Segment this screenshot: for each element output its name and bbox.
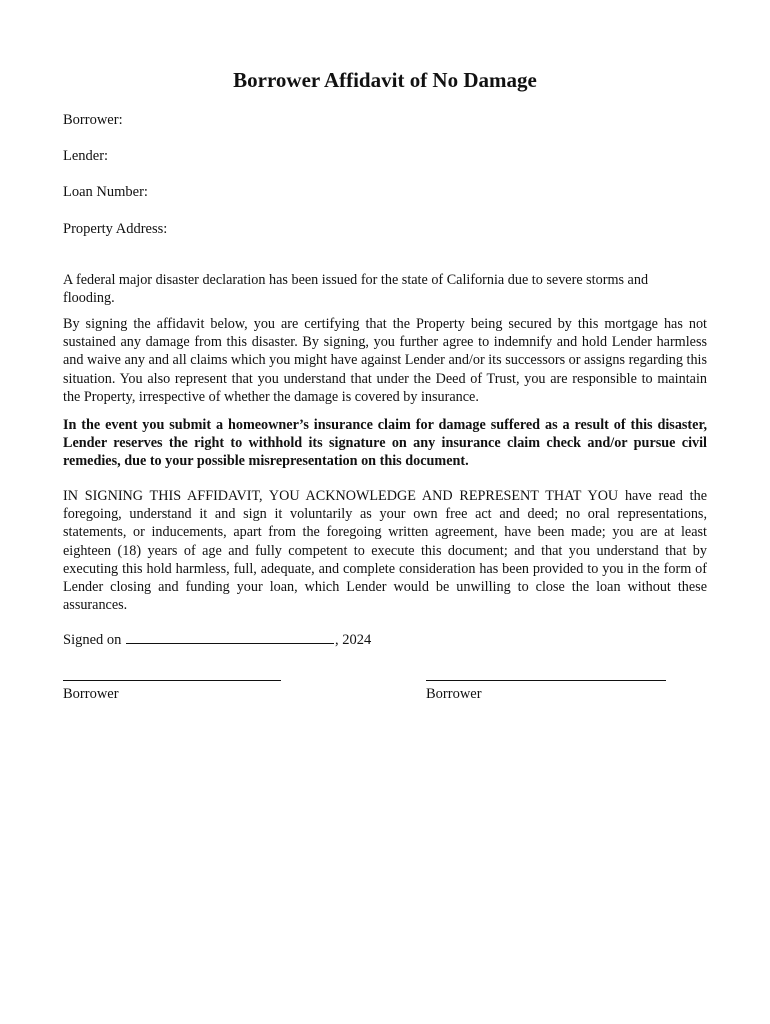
borrower-signature-line-1[interactable] [63, 680, 281, 681]
insurance-warning-paragraph: In the event you submit a homeowner’s insurance claim for damage suffered as a result of this disaster, Lender reserves the right to withhold its signature on any insurance claim check and/or pursue civil remedies, due to your possible misrepresentation on this document. [63, 417, 707, 470]
borrower-field-label: Borrower: [63, 112, 123, 128]
signed-on-date-blank[interactable] [126, 630, 334, 644]
certification-paragraph: By signing the affidavit below, you are certifying that the Property being secured by this mortgage has not sustained any damage from this disaster. By signing, you further agree to indemnify and hold Lender harmless and waive any and all claims which you might have against Lender and/or its successors or assigns regarding this situation. You also represent that you understand that under the Deed of Trust, you are responsible to maintain the Property, irrespective of whether the damage is covered by insurance. [63, 316, 707, 405]
borrower-signature-line-2[interactable] [426, 680, 666, 681]
loan-number-field-label: Loan Number: [63, 184, 148, 200]
lender-field-label: Lender: [63, 148, 109, 164]
property-address-field-label: Property Address: [63, 221, 168, 237]
disaster-declaration-paragraph: A federal major disaster declaration has been issued for the state of California due to severe storms and flooding. [63, 272, 649, 307]
borrower-signature-label-1: Borrower [63, 686, 119, 702]
document-title: Borrower Affidavit of No Damage [233, 68, 537, 92]
acknowledgement-paragraph: IN SIGNING THIS AFFIDAVIT, YOU ACKNOWLEDGE AND REPRESENT THAT YOU have read the foregoing, understand it and sign it voluntarily as your own free act and deed; no oral representations, statements, or inducements, apart from the foregoing written agreement, have been made; you are at least eighteen (18) years of age and fully competent to execute this document; and that you understand that by executing this hold harmless, full, adequate, and complete consideration has been provided to you in the form of Lender closing and funding your loan, which Lender would be unwilling to close the loan without these assurances. [63, 488, 707, 614]
signed-on-year: , 2024 [335, 632, 372, 648]
signed-on-label: Signed on [63, 632, 122, 648]
borrower-signature-label-2: Borrower [426, 686, 482, 702]
signed-on-line [63, 630, 371, 649]
